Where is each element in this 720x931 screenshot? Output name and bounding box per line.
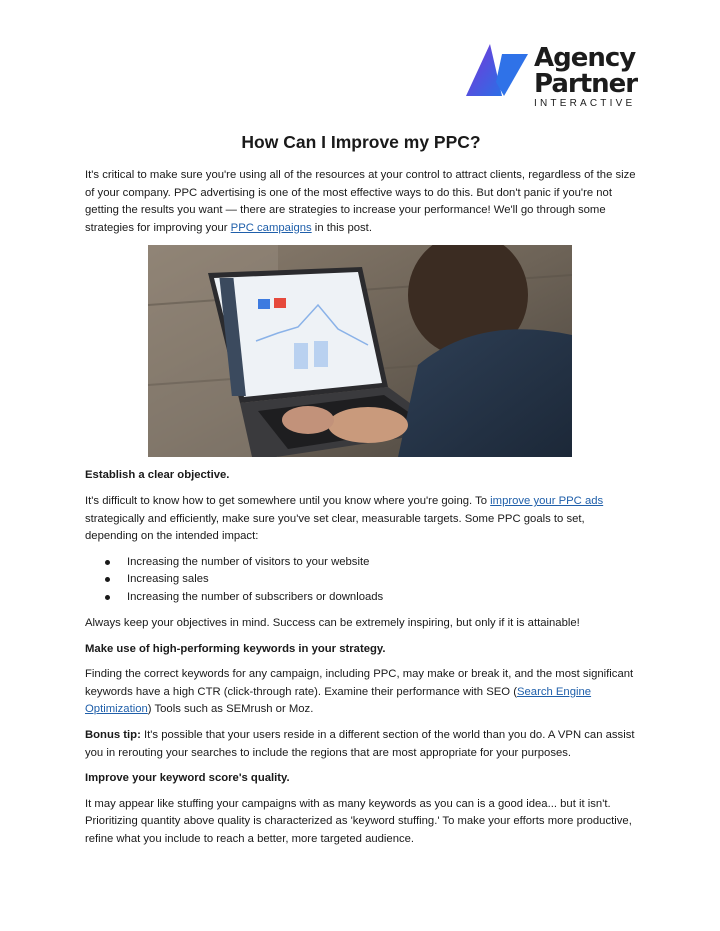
bonus-tip-label: Bonus tip: — [85, 728, 141, 741]
bonus-tip-text: It's possible that your users reside in a different section of the world than you do. A VPN can assist you in rerouting your searches to include the regions that are most appropriate for your purposes. — [85, 728, 635, 759]
logo-word-partner: Partner — [534, 69, 638, 99]
keywords-text: Finding the correct keywords for any campaign, including PPC, may make or break it, and the most significant keywords have a high CTR (click-through rate). Examine their performance with SEO ( — [85, 668, 634, 698]
laptop-photo — [148, 245, 572, 457]
logo-word-agency: Agency — [534, 43, 636, 73]
list-item: Increasing the number of subscribers or downloads — [127, 589, 637, 606]
intro-text: It's critical to make sure you're using all of the resources at your control to attract clients, regardless of the size of your company. PPC advertising is one of the most effective ways to do this. But don't panic if you're not getting the results you want — there are strategies to increase your performance! We'll go through some strategies for improving your — [85, 169, 636, 234]
intro-text-end: in this post. — [311, 221, 372, 234]
agency-partner-logo — [462, 42, 642, 112]
seo-link[interactable]: Search Engine Optimization — [85, 685, 592, 716]
objective-closing: Always keep your objectives in mind. Success can be extremely inspiring, but only if it is attainable! — [85, 616, 580, 629]
logo-word-interactive: INTERACTIVE — [534, 98, 636, 109]
ppc-campaigns-link[interactable]: PPC campaigns — [230, 221, 312, 234]
logo-mark-icon — [462, 42, 534, 98]
section-heading-keywords: Make use of high-performing keywords in your strategy. — [85, 642, 386, 655]
bonus-tip-paragraph — [85, 727, 637, 762]
section-heading-quality: Improve your keyword score's quality. — [85, 772, 290, 785]
section-heading-objective: Establish a clear objective. — [85, 469, 230, 482]
improve-ppc-ads-link[interactable]: improve your PPC ads — [490, 494, 604, 507]
goals-list — [85, 554, 637, 606]
objective-text: It's difficult to know how to get somewhere until you know where you're going. To — [85, 494, 491, 507]
quality-paragraph: It may appear like stuffing your campaigns with as many keywords as you can is a good idea... but it isn't. Prioritizing quantity above quality is characterized as 'keyword stuffing.' To make your efforts more productive, refine what you include to reach a better, more targeted audience. — [85, 797, 632, 845]
article — [85, 130, 637, 857]
keywords-text-end: ) Tools such as SEMrush or Moz. — [147, 703, 314, 716]
list-item: Increasing the number of visitors to your website — [127, 554, 637, 571]
objective-paragraph — [85, 493, 637, 546]
list-item: Increasing sales — [127, 571, 637, 588]
objective-text-end: strategically and efficiently, make sure you've set clear, measurable targets. Some PPC goals to set, depending on the intended impact: — [85, 512, 585, 543]
intro-paragraph — [85, 167, 637, 237]
page-title: How Can I Improve my PPC? — [241, 132, 481, 152]
keywords-paragraph — [85, 666, 637, 719]
